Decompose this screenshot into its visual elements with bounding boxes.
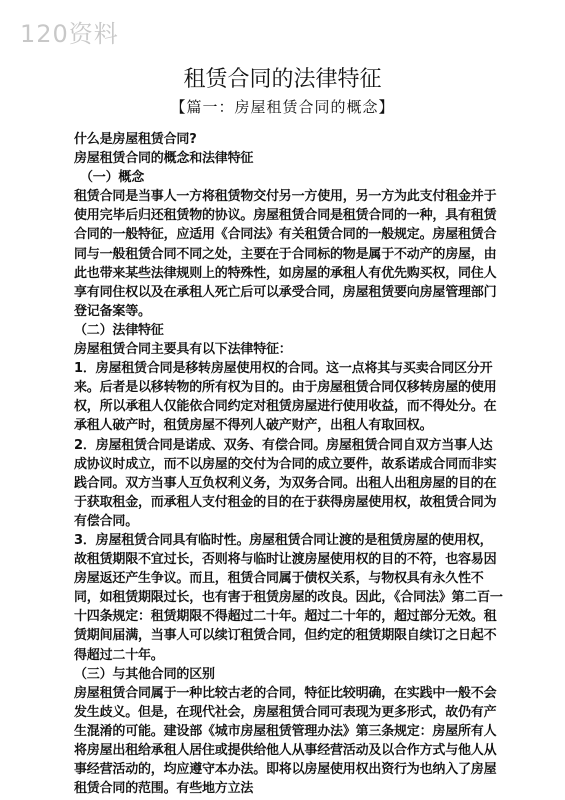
question-heading: 什么是房屋租赁合同? — [74, 132, 197, 147]
subsection-heading-features: （二）法律特征 — [74, 322, 164, 338]
paragraph-feature-3: 3．房屋租赁合同具有临时性。房屋租赁合同让渡的是租赁房屋的使用权，故租赁期限不宜过长，否则将与临时让渡房屋使用权的目的不符，也容易因房屋返还产生争议。而且，租赁合同属于债权关系，与物权具有永久性不同，如租赁期限过长，也有害于租赁房屋的改良。因此，《合同法》第二百一十四条规定：租赁期限不得超过二十年。超过二十年的，超过部分无效。租赁期间届满，当事人可以续订租赁合同，但约定的租赁期限自续订之日起不得超过二十年。 — [74, 532, 503, 663]
paragraph-features-intro: 房屋租赁合同主要具有以下法律特征： — [74, 342, 292, 358]
watermark-logo: 120资料 — [20, 20, 119, 48]
section-heading: 房屋租赁合同的概念和法律特征 — [74, 151, 254, 167]
document-body — [64, 130, 504, 798]
paragraph-concept: 租赁合同是当事人一方将租赁物交付另一方使用，另一方为此支付租金并于使用完毕后归还租赁物的协议。房屋租赁合同是租赁合同的一种，具有租赁合同的一般特征，应适用《合同法》有关租赁合同的一般规定。房屋租赁合同与一般租赁合同不同之处，主要在于合同标的物是属于不动产的房屋，由此也带来某些法律规则上的特殊性，如房屋的承租人有优先购买权，同住人享有同住权以及在承租人死亡后可以承受合同，房屋租赁要向房屋管理部门登记备案等。 — [74, 189, 497, 319]
document-title: 租赁合同的法律特征 — [183, 67, 382, 92]
paragraph-feature-2: 2．房屋租赁合同是诺成、双务、有偿合同。房屋租赁合同自双方当事人达成协议时成立，而不以房屋的交付为合同的成立要件，故系诺成合同而非实践合同。双方当事人互负权利义务，为双务合同。出租人出租房屋的目的在于获取租金，而承租人支付租金的目的在于获得房屋使用权，故租赁合同为有偿合同。 — [74, 437, 497, 529]
subsection-heading-concept: （一）概念 — [80, 170, 145, 186]
document-subtitle: 【篇一：房屋租赁合同的概念】 — [170, 98, 395, 116]
paragraph-differences: 房屋租赁合同属于一种比较古老的合同，特征比较明确，在实践中一般不会发生歧义。但是，在现代社会，房屋租赁合同可表现为更多形式，故仍有产生混淆的可能。建设部《城市房屋租赁管理办法》第三条规定：房屋所有人将房屋出租给承租人居住或提供给他人从事经营活动及以合作方式与他人从事经营活动的，均应遵守本办法。即将以房屋使用权出资行为也纳入了房屋租赁合同的范围。有些地方立法 — [74, 685, 497, 797]
paragraph-feature-1: 1．房屋租赁合同是移转房屋使用权的合同。这一点将其与买卖合同区分开来。后者是以移转物的所有权为目的。由于房屋租赁合同仅移转房屋的使用权，所以承租人仅能依合同约定对租赁房屋进行使用收益，而不得处分。在承租人破产时，租赁房屋不得列人破产财产，出租人有取回权。 — [74, 361, 497, 434]
subsection-heading-differences: （三）与其他合同的区别 — [74, 666, 215, 682]
